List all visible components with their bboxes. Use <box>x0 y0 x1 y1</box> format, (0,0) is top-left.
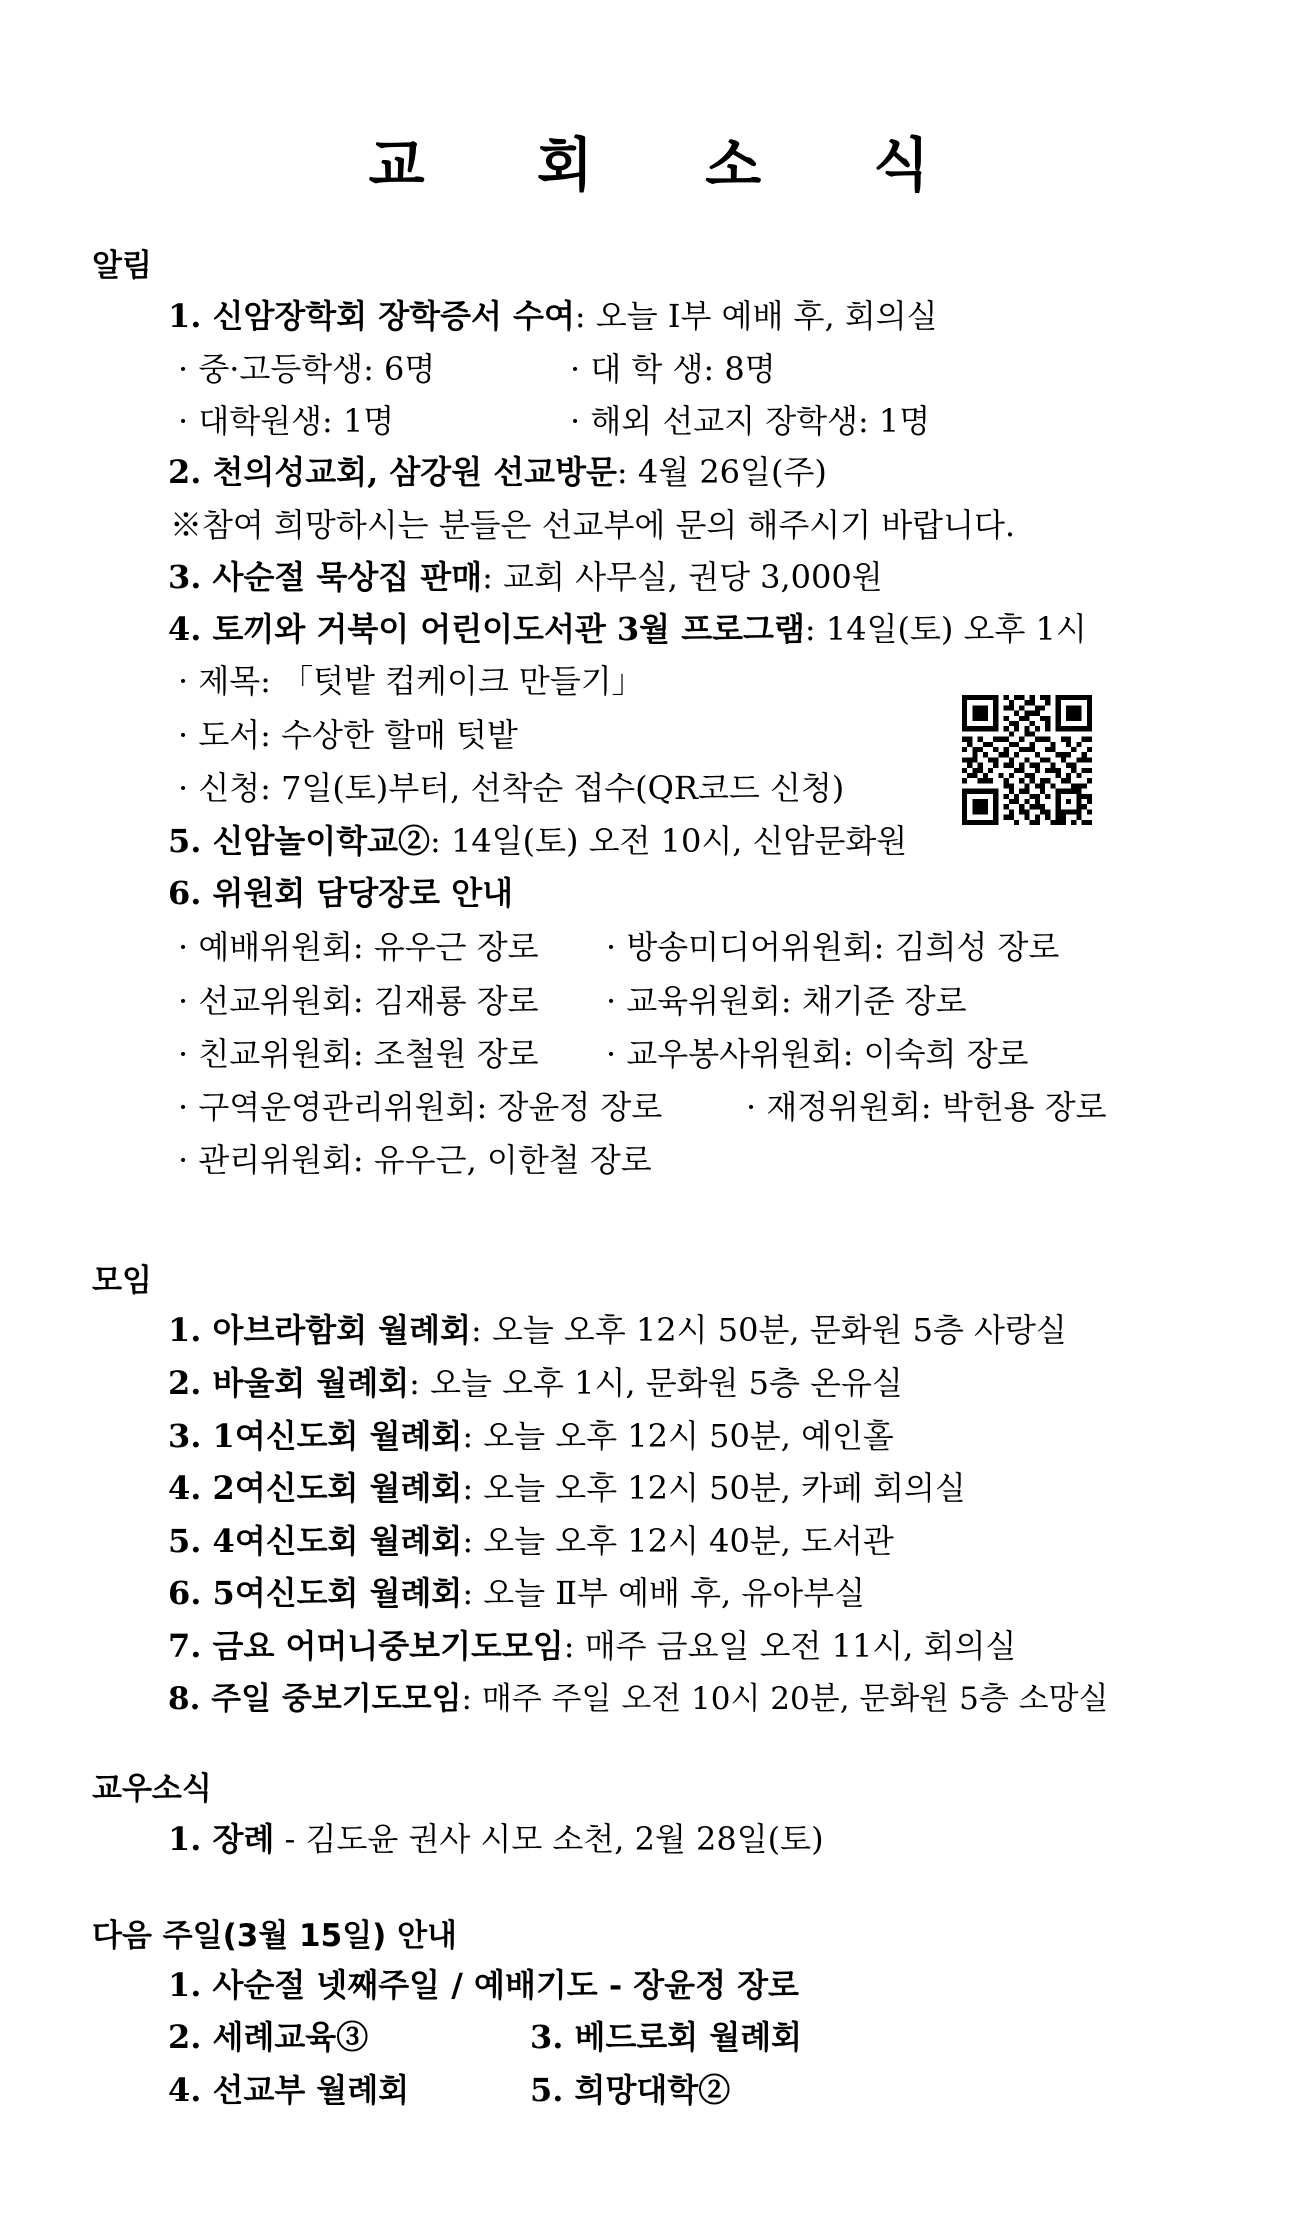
committee-item: · 선교위원회: 김재룡 장로 <box>178 982 539 1020</box>
next-sunday-item-title: 2. 세례교육③ <box>168 2018 369 2056</box>
meeting-item-detail: : 오늘 오후 12시 50분, 문화원 5층 사랑실 <box>470 1311 1067 1349</box>
notice-item-title: 1. 신암장학회 장학증서 수여 <box>168 297 575 335</box>
notice-subitem: · 대 학 생: 8명 <box>570 350 776 388</box>
committee-item: · 친교위원회: 조철원 장로 <box>178 1035 539 1073</box>
section-heading-next-sunday: 다음 주일(3월 15일) 안내 <box>92 1918 457 1954</box>
meeting-item <box>168 1673 1108 1718</box>
notice-subitem: · 중·고등학생: 6명 <box>178 350 436 388</box>
next-sunday-item-title: 3. 베드로회 월례회 <box>530 2018 803 2056</box>
qr-code-icon[interactable] <box>962 695 1092 825</box>
notice-item-title: 6. 위원회 담당장로 안내 <box>168 874 514 912</box>
meeting-item <box>168 1358 903 1404</box>
next-sunday-item <box>530 2065 730 2111</box>
meeting-item-title: 2. 바울회 월례회 <box>168 1364 410 1402</box>
notice-subitem: · 해외 선교지 장학생: 1명 <box>570 402 931 440</box>
page-title: 교 회 소 식 <box>368 131 976 199</box>
meeting-item <box>168 1305 1067 1351</box>
meeting-item-detail: : 매주 주일 오전 10시 20분, 문화원 5층 소망실 <box>461 1681 1109 1717</box>
meeting-item-title: 4. 2여신도회 월례회 <box>168 1469 463 1507</box>
meeting-item-title: 7. 금요 어머니중보기도모임 <box>168 1627 564 1665</box>
meeting-item <box>168 1411 894 1457</box>
meeting-item-detail: : 매주 금요일 오전 11시, 회의실 <box>563 1627 1017 1665</box>
notice-subitem: · 도서: 수상한 할매 텃밭 <box>178 716 518 754</box>
meeting-item <box>168 1463 966 1509</box>
next-sunday-item-title: 4. 선교부 월례회 <box>168 2071 410 2109</box>
committee-item: · 교우봉사위원회: 이숙희 장로 <box>606 1035 1029 1073</box>
notice-item-title: 4. 토끼와 거북이 어린이도서관 3월 프로그램 <box>168 610 805 648</box>
meeting-item-title: 3. 1여신도회 월례회 <box>168 1417 463 1455</box>
notice-item <box>168 604 1087 650</box>
next-sunday-item <box>168 2065 409 2111</box>
next-sunday-item-title: 5. 희망대학② <box>530 2071 731 2109</box>
notice-item-detail: : 오늘 Ⅰ부 예배 후, 회의실 <box>574 297 938 335</box>
member-news-detail: - 김도윤 권사 시모 소천, 2월 28일(토) <box>274 1820 824 1858</box>
notice-item <box>168 552 883 598</box>
notice-item <box>168 291 938 337</box>
section-heading-notices: 알림 <box>92 248 152 284</box>
notice-item <box>168 816 907 862</box>
section-heading-meetings: 모임 <box>92 1263 152 1299</box>
notice-item-detail: : 14일(토) 오후 1시 <box>804 610 1087 648</box>
notice-note: ※참여 희망하시는 분들은 선교부에 문의 해주시기 바랍니다. <box>170 506 1016 544</box>
meeting-item <box>168 1621 1016 1667</box>
meeting-item-detail: : 오늘 오후 1시, 문화원 5층 온유실 <box>409 1364 903 1402</box>
meeting-item-detail: : 오늘 오후 12시 50분, 예인홀 <box>462 1417 894 1455</box>
meeting-item <box>168 1568 865 1614</box>
notice-subitem: · 대학원생: 1명 <box>178 402 395 440</box>
notice-item-title: 3. 사순절 묵상집 판매 <box>168 558 483 596</box>
meeting-item <box>168 1516 894 1562</box>
notice-item <box>168 447 827 493</box>
meeting-item-detail: : 오늘 오후 12시 50분, 카페 회의실 <box>462 1469 966 1507</box>
notice-item-title: 2. 천의성교회, 삼강원 선교방문 <box>168 453 617 491</box>
meeting-item-title: 6. 5여신도회 월례회 <box>168 1574 463 1612</box>
committee-item: · 재정위원회: 박헌용 장로 <box>746 1088 1107 1126</box>
meeting-item-detail: : 오늘 오후 12시 40분, 도서관 <box>462 1522 894 1560</box>
notice-item-title: 5. 신암놀이학교② <box>168 822 431 860</box>
next-sunday-item <box>168 2012 368 2058</box>
notice-subitem: · 신청: 7일(토)부터, 선착순 접수(QR코드 신청) <box>178 769 845 807</box>
member-news-title: 1. 장례 <box>168 1820 275 1858</box>
next-sunday-item <box>530 2012 802 2058</box>
member-news-item <box>168 1814 824 1860</box>
meeting-item-title: 8. 주일 중보기도모임 <box>168 1681 462 1717</box>
notice-subitem: · 제목: 「텃밭 컵케이크 만들기」 <box>178 662 644 700</box>
committee-item: · 예배위원회: 유우근 장로 <box>178 928 539 966</box>
meeting-item-title: 1. 아브라함회 월례회 <box>168 1311 471 1349</box>
meeting-item-detail: : 오늘 Ⅱ부 예배 후, 유아부실 <box>462 1574 866 1612</box>
next-sunday-item-title: 1. 사순절 넷째주일 / 예배기도 - 장윤정 장로 <box>168 1966 799 2004</box>
committee-item: · 방송미디어위원회: 김희성 장로 <box>606 928 1060 966</box>
notice-item-detail: : 4월 26일(주) <box>616 453 827 491</box>
notice-item <box>168 868 513 914</box>
committee-item: · 관리위원회: 유우근, 이한철 장로 <box>178 1141 652 1179</box>
notice-item-detail: : 14일(토) 오전 10시, 신암문화원 <box>430 822 908 860</box>
meeting-item-title: 5. 4여신도회 월례회 <box>168 1522 463 1560</box>
next-sunday-item <box>168 1960 799 2006</box>
committee-item: · 구역운영관리위원회: 장윤정 장로 <box>178 1088 663 1126</box>
committee-item: · 교육위원회: 채기준 장로 <box>606 982 967 1020</box>
section-heading-members: 교우소식 <box>92 1771 212 1807</box>
notice-item-detail: : 교회 사무실, 권당 3,000원 <box>482 558 883 596</box>
